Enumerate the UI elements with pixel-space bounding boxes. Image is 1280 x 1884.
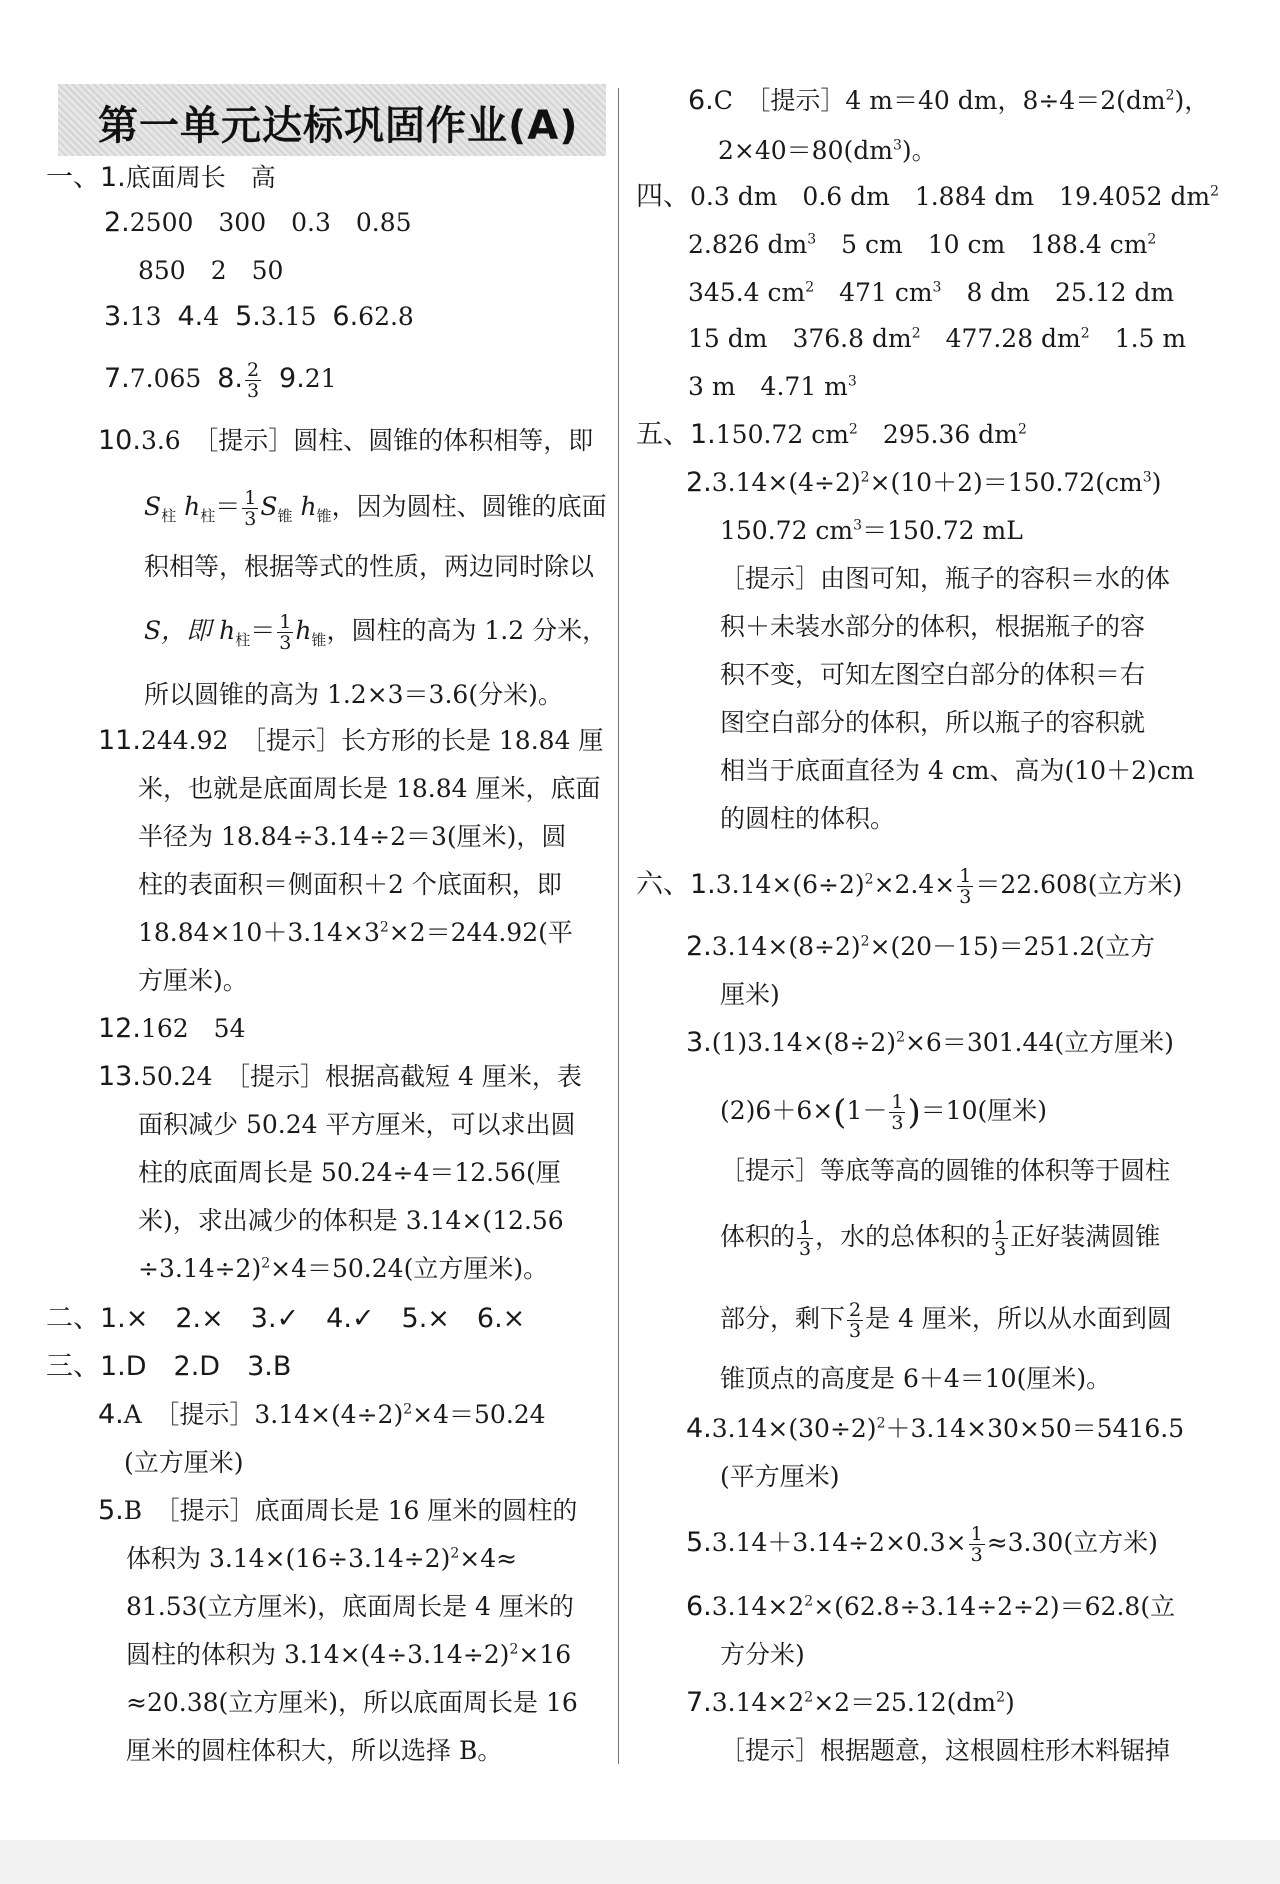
answer-line: 锥顶点的高度是 6＋4＝10(厘米)。 xyxy=(720,1364,1112,1393)
fraction: $\frac{2}{3}$ xyxy=(849,1299,862,1342)
answer-line: (2)6＋6×(1－ $\frac{1}{3}$ )＝10(厘米) xyxy=(720,1091,1048,1134)
hint-label: ［提示］ xyxy=(720,564,821,593)
answer-line: ［提示］根据题意，这根圆柱形木料锯掉 xyxy=(720,1736,1171,1765)
answer-line: 345.4 $cm^2$ 471 $cm^3$ 8 dm 25.12 dm xyxy=(688,278,1175,307)
answer-line: $S_柱$ $h_柱=$ $\frac{1}{3}$ $S_锥$ $h_锥$，因为圆柱、圆锥的底面 xyxy=(144,487,607,530)
hint-label: ［提示］ xyxy=(757,86,846,115)
question-number: 13. xyxy=(98,1061,141,1092)
answer-line: 相当于底面直径为 4 cm、高为(10＋2)cm xyxy=(720,756,1195,785)
answer-line: 5.3.14＋3.14÷2×0.3× $\frac{1}{3}$ ≈3.30(立方米) xyxy=(686,1523,1158,1566)
question-number: 7. xyxy=(686,1687,712,1718)
answer-line: 4.A ［提示$]3.14\times(4\div 2)^2\times 4=50.24$ xyxy=(98,1399,546,1430)
answer-text: 62.8 xyxy=(358,302,414,331)
answer-line: 半径为 18.84÷3.14÷2＝3(厘米)，圆 xyxy=(138,822,567,851)
question-number: 10. xyxy=(98,425,141,456)
hint-label: ［提示］ xyxy=(166,1400,255,1429)
answer-line: 部分，剩下 $\frac{2}{3}$ 是 4 厘米，所以从水面到圆 xyxy=(720,1299,1172,1342)
answer-line: 15 dm 376.8 $dm^2$ 477.28 $dm^2$ 1.5 m xyxy=(688,324,1187,353)
answer-text: 7.065 xyxy=(129,364,202,393)
answer-line: 所以圆锥的高为 1.2×3＝3.6(分米)。 xyxy=(144,680,563,709)
answer-line: 米)，求出减少的体积是 3.14×(12.56 xyxy=(138,1206,564,1235)
question-number: 6. xyxy=(332,301,359,332)
section-label: 三、 xyxy=(46,1351,100,1382)
answer-line: 积＋未装水部分的体积，根据瓶子的容 xyxy=(720,612,1146,641)
answer-line: 体积为 $3.14\times(16\div 3.14\div 2)^2\times 4\approx$ xyxy=(126,1544,518,1573)
fraction: $\frac{1}{3}$ xyxy=(994,1217,1007,1260)
answer-line: 81.53(立方厘米)，底面周长是 4 厘米的 xyxy=(126,1592,574,1621)
answer-line: 图空白部分的体积，所以瓶子的容积就 xyxy=(720,708,1146,737)
answer-line: 米，也就是底面周长是 18.84 厘米，底面 xyxy=(138,774,601,803)
question-number: 4. xyxy=(98,1399,124,1430)
question-number: 1. xyxy=(100,162,126,193)
answer-line xyxy=(104,208,412,238)
answer-text: 底面周长 高 xyxy=(125,163,276,192)
answer-line: 13.50.24 ［提示］根据高截短 4 厘米，表 xyxy=(98,1061,582,1092)
answer-line: ÷3.14÷2)$^2$×4＝50.24(立方厘米)。 xyxy=(138,1254,549,1283)
question-number: 2. xyxy=(104,207,130,238)
answer-line: ［提示］由图可知，瓶子的容积＝水的体 xyxy=(720,564,1171,593)
answer-line: 方厘米)。 xyxy=(138,966,248,995)
page-footer-band xyxy=(0,1840,1280,1884)
answer-line: $2.3.14\times(4\div 2)^2\times(10+2)=150.72(cm^3)$ xyxy=(686,467,1162,498)
title-banner xyxy=(58,84,606,156)
fraction: $\frac{1}{3}$ xyxy=(970,1523,983,1566)
question-number: 7. xyxy=(104,363,130,394)
answer-line: 积不变，可知左图空白部分的体积＝右 xyxy=(720,660,1146,689)
question-number: 5. xyxy=(686,1527,712,1558)
question-number: 3. xyxy=(104,301,130,332)
section-label: 四、 xyxy=(636,181,690,212)
answer-line: 厘米) xyxy=(720,980,780,1009)
section-label: 五、 xyxy=(636,419,690,450)
answer-line xyxy=(46,163,276,193)
answer-line xyxy=(104,360,337,401)
hint-label: ［提示］ xyxy=(205,426,294,455)
answer-line: 10.3.6 ［提示］圆柱、圆锥的体积相等，即 xyxy=(98,425,594,456)
question-number: 11. xyxy=(98,725,141,756)
answer-line xyxy=(104,302,414,332)
answer-line: 方分米) xyxy=(720,1640,805,1669)
answer-text: 2500 300 0.3 0.85 xyxy=(129,208,412,237)
answer-line: 六、$1.3.14\times(6\div 2)^2\times 2.4\times$ $\frac{1}{3}$ ＝22.608(立方米) xyxy=(636,865,1183,908)
answer-line: 圆柱的体积为 $3.14\times(4\div 3.14\div 2)^2\times 16$ xyxy=(126,1640,572,1669)
answer-line: 2.826 $dm^3$ 5 cm 10 cm 188.4 $cm^2$ xyxy=(688,230,1157,259)
question-number: 1. xyxy=(690,419,716,450)
answer-line: S，即 $h_柱=$ $\frac{1}{3}$ $h_锥$，圆柱的高为 1.2 分米， xyxy=(144,611,608,654)
answer-line: $7.3.14\times 2^2\times 2=25.12(dm^2)$ xyxy=(686,1687,1015,1718)
answer-line: 五、1.150.72 $cm^2$ 295.36 $dm^2$ xyxy=(636,419,1027,450)
answer-line: 3 m 4.71 $m^3$ xyxy=(688,372,857,401)
question-number: 12. xyxy=(98,1013,141,1044)
page-title: 第一单元达标巩固作业(A) xyxy=(98,103,579,149)
answer-line xyxy=(138,256,283,286)
question-number: 5. xyxy=(98,1495,124,1526)
answer-line: 12.162 54 xyxy=(98,1013,246,1044)
answer-text: 3.15 xyxy=(260,302,317,331)
question-number: 3. xyxy=(686,1027,712,1058)
answer-text: 13 xyxy=(129,302,162,331)
section-label: 一、 xyxy=(46,162,100,193)
fraction: $\frac{1}{3}$ xyxy=(959,865,972,908)
answer-line: 积相等，根据等式的性质，两边同时除以 xyxy=(144,552,595,581)
answer-line: (立方厘米) xyxy=(124,1448,244,1477)
hint-label: ［提示］ xyxy=(167,1496,255,1525)
answer-line: $6.3.14\times 2^2\times(62.8\div 3.14\div 2\div 2)=62.8$(立 xyxy=(686,1591,1176,1622)
answer-line: $2\times 40=80(dm^3)$。 xyxy=(718,136,937,165)
answer-line: 厘米的圆柱体积大，所以选择 B。 xyxy=(126,1736,503,1765)
answer-line: 6.C ［提示］4 m＝40 dm，$8\div 4=2(dm^2)$， xyxy=(688,85,1210,116)
answer-text: 21 xyxy=(304,364,337,393)
hint-label: ［提示］ xyxy=(720,1156,821,1185)
question-number: 4. xyxy=(177,301,204,332)
answer-line: 体积的 $\frac{1}{3}$ ，水的总体积的 $\frac{1}{3}$ 正好装满圆锥 xyxy=(720,1217,1161,1260)
question-number: 9. xyxy=(279,363,305,394)
hint-label: ［提示］ xyxy=(237,1062,326,1091)
answer-line: $3.(1)3.14\times(8\div 2)^2\times 6=301.44$(立方厘米) xyxy=(686,1027,1174,1058)
question-number: 1. xyxy=(690,869,716,900)
question-number: 6. xyxy=(688,85,714,116)
answer-line: 面积减少 50.24 平方厘米，可以求出圆 xyxy=(138,1110,576,1139)
fraction: $\frac{1}{3}$ xyxy=(891,1091,904,1134)
answer-text: 4 xyxy=(203,302,220,331)
answer-line: 三、1.D 2.D 3.B xyxy=(46,1351,292,1382)
answer-line: ≈20.38(立方厘米)，所以底面周长是 16 xyxy=(126,1688,578,1717)
answer-line: 的圆柱的体积。 xyxy=(720,804,896,833)
fraction: $\frac{1}{3}$ xyxy=(799,1217,812,1260)
column-divider xyxy=(618,88,619,1764)
answer-line: 二、1.× 2.× 3.✓ 4.✓ 5.× 6.× xyxy=(46,1303,526,1334)
answer-line: 四、0.3 dm 0.6 dm 1.884 dm 19.4052 $dm^2$ xyxy=(636,181,1220,212)
fraction: $\frac{1}{3}$ xyxy=(279,611,292,654)
answer-line: $18.84\times 10+3.14\times 3^2\times 2=244.92$(平 xyxy=(138,918,573,947)
answer-line: 柱的底面周长是 50.24÷4＝12.56(厘 xyxy=(138,1158,561,1187)
answer-line: 柱的表面积＝侧面积＋2 个底面积，即 xyxy=(138,870,562,899)
answer-line: ［提示］等底等高的圆锥的体积等于圆柱 xyxy=(720,1156,1171,1185)
question-number: 5. xyxy=(235,301,261,332)
section-label: 二、 xyxy=(46,1303,100,1334)
section-label: 六、 xyxy=(636,869,690,900)
answer-text: 850 2 50 xyxy=(138,256,284,285)
answer-line: 5.B ［提示］底面周长是 16 厘米的圆柱的 xyxy=(98,1495,578,1526)
fraction: $\frac{2}{3}$ xyxy=(247,359,260,402)
hint-label: ［提示］ xyxy=(253,726,341,755)
answer-line: 11.244.92 ［提示］长方形的长是 18.84 厘 xyxy=(98,725,604,756)
question-number: 8. xyxy=(217,363,244,394)
answer-line: $2.3.14\times(8\div 2)^2\times(20-15)=251.2$(立方 xyxy=(686,931,1155,962)
answer-line: 150.72 $cm^3=150.72$ mL xyxy=(720,516,1023,545)
answer-line: $4.3.14\times(30\div 2)^2+3.14\times 30\times 50=5416.5$ xyxy=(686,1413,1185,1444)
question-number: 2. xyxy=(686,931,712,962)
question-number: 2. xyxy=(686,467,712,498)
question-number: 6. xyxy=(686,1591,712,1622)
hint-label: ［提示］ xyxy=(720,1736,821,1765)
answer-line: (平方厘米) xyxy=(720,1462,840,1491)
question-number: 4. xyxy=(686,1413,712,1444)
fraction: $\frac{1}{3}$ xyxy=(244,487,257,530)
